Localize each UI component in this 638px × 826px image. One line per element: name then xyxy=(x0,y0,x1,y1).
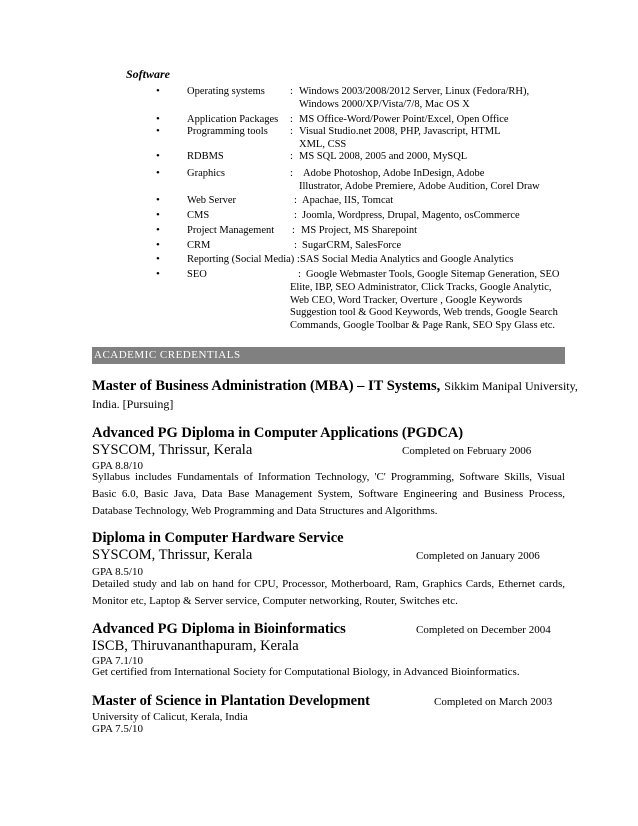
software-category-label: Application Packages xyxy=(187,114,279,125)
software-bullet: • xyxy=(156,150,160,162)
software-colon: : xyxy=(292,225,295,236)
software-value-line: Web CEO, Word Tracker, Overture , Google Keywords xyxy=(290,294,523,306)
hardware-completed: Completed on January 2006 xyxy=(416,550,540,562)
software-colon: : xyxy=(290,151,293,162)
hardware-institute: SYSCOM, Thrissur, Kerala xyxy=(92,547,253,563)
software-bullet: • xyxy=(156,85,160,97)
hardware-title: Diploma in Computer Hardware Service xyxy=(92,530,344,546)
software-bullet: • xyxy=(156,268,160,280)
software-bullet: • xyxy=(156,209,160,221)
academic-credentials-band xyxy=(92,347,565,364)
software-value-line: XML, CSS xyxy=(299,138,347,150)
software-heading: Software xyxy=(126,67,171,81)
mba-status: India. [Pursuing] xyxy=(92,397,174,411)
msc-university: University of Calicut, Kerala, India xyxy=(92,711,248,723)
software-colon: : xyxy=(290,126,293,137)
software-value-line: MS Project, MS Sharepoint xyxy=(301,225,418,236)
software-value-line: Suggestion tool & Good Keywords, Web trends, Google Search xyxy=(290,307,558,319)
software-colon: : xyxy=(298,269,301,280)
software-colon: : xyxy=(294,195,297,206)
software-bullet: • xyxy=(156,167,160,179)
bioinfo-title: Advanced PG Diploma in Bioinformatics xyxy=(92,621,346,637)
software-value-line: Visual Studio.net 2008, PHP, Javascript, HTML xyxy=(299,126,501,137)
software-category-label: Reporting (Social Media) : xyxy=(187,254,300,265)
msc-gpa: GPA 7.5/10 xyxy=(92,723,143,735)
pgdca-completed: Completed on February 2006 xyxy=(402,445,532,457)
software-category-label: RDBMS xyxy=(187,151,224,162)
software-category-label: SEO xyxy=(187,269,207,280)
software-value-line: Adobe Photoshop, Adobe InDesign, Adobe xyxy=(303,168,485,179)
bioinfo-gpa: GPA 7.1/10 xyxy=(92,655,143,667)
msc-completed: Completed on March 2003 xyxy=(434,696,553,708)
software-value-line: Elite, IBP, SEO Administrator, Click Tracks, Google Analytic, xyxy=(290,281,552,293)
pgdca-institute: SYSCOM, Thrissur, Kerala xyxy=(92,442,253,458)
software-value-line: Windows 2003/2008/2012 Server, Linux (Fedora/RH), xyxy=(299,86,530,97)
mba-university: Sikkim Manipal University, xyxy=(444,379,578,393)
software-category-label: CMS xyxy=(187,210,210,221)
software-value-line: Commands, Google Toolbar & Page Rank, SEO Spy Glass etc. xyxy=(290,320,556,332)
bioinfo-note: Get certified from International Society for Computational Biology, in Advanced Bioinformatics. xyxy=(92,666,520,678)
software-value-line: Illustrator, Adobe Premiere, Adobe Audition, Corel Draw xyxy=(299,180,540,192)
academic-credentials-heading: ACADEMIC CREDENTIALS xyxy=(94,349,241,361)
pgdca-title: Advanced PG Diploma in Computer Applications (PGDCA) xyxy=(92,425,464,441)
mba-title-line xyxy=(92,377,578,395)
pgdca-gpa: GPA 8.8/10 xyxy=(92,460,143,472)
bioinfo-completed: Completed on December 2004 xyxy=(416,624,551,636)
software-value-line: MS SQL 2008, 2005 and 2000, MySQL xyxy=(299,151,468,162)
software-bullet: • xyxy=(156,194,160,206)
software-bullet: • xyxy=(156,239,160,251)
software-value-line: Joomla, Wordpress, Drupal, Magento, osCommerce xyxy=(302,210,520,221)
software-value-line: SAS Social Media Analytics and Google Analytics xyxy=(300,254,514,265)
software-value-line: SugarCRM, SalesForce xyxy=(302,240,402,251)
software-colon: : xyxy=(294,210,297,221)
software-category-label: Programming tools xyxy=(187,126,268,137)
software-bullet: • xyxy=(156,125,160,137)
software-colon: : xyxy=(290,114,293,125)
msc-title: Master of Science in Plantation Development xyxy=(92,693,371,709)
bioinfo-institute: ISCB, Thiruvananthapuram, Kerala xyxy=(92,638,299,654)
software-colon: : xyxy=(290,168,293,179)
software-category-label: CRM xyxy=(187,240,211,251)
software-value-line: Windows 2000/XP/Vista/7/8, Mac OS X xyxy=(299,98,470,110)
software-value-line: Apachae, IIS, Tomcat xyxy=(302,195,394,206)
software-category-label: Project Management xyxy=(187,225,275,236)
software-category-label: Operating systems xyxy=(187,86,265,97)
hardware-detail: Detailed study and lab on hand for CPU, Processor, Motherboard, Ram, Graphics Cards, Ethernet cards, Monitor etc, Laptop & Server service, Computer networking, Router, Switches etc. xyxy=(92,578,565,607)
software-category-label: Web Server xyxy=(187,195,237,206)
hardware-gpa: GPA 8.5/10 xyxy=(92,566,143,578)
software-value-line: Google Webmaster Tools, Google Sitemap Generation, SEO xyxy=(306,269,560,280)
software-colon: : xyxy=(294,240,297,251)
software-category-label: Graphics xyxy=(187,168,225,179)
software-bullet: • xyxy=(156,224,160,236)
mba-title: Master of Business Administration (MBA) – IT Systems, xyxy=(92,378,441,394)
software-value-line: MS Office-Word/Power Point/Excel, Open Office xyxy=(299,114,509,125)
software-colon: : xyxy=(290,86,293,97)
software-bullet: • xyxy=(156,253,160,265)
pgdca-syllabus: Syllabus includes Fundamentals of Information Technology, 'C' Programming, Software Skills, Visual Basic 6.0, Basic Java, Data Base Management System, Software Engineering and Business Process, Database Technology, Web Programming and Data Structures and Algorithms. xyxy=(92,471,565,517)
software-bullet: • xyxy=(156,113,160,125)
